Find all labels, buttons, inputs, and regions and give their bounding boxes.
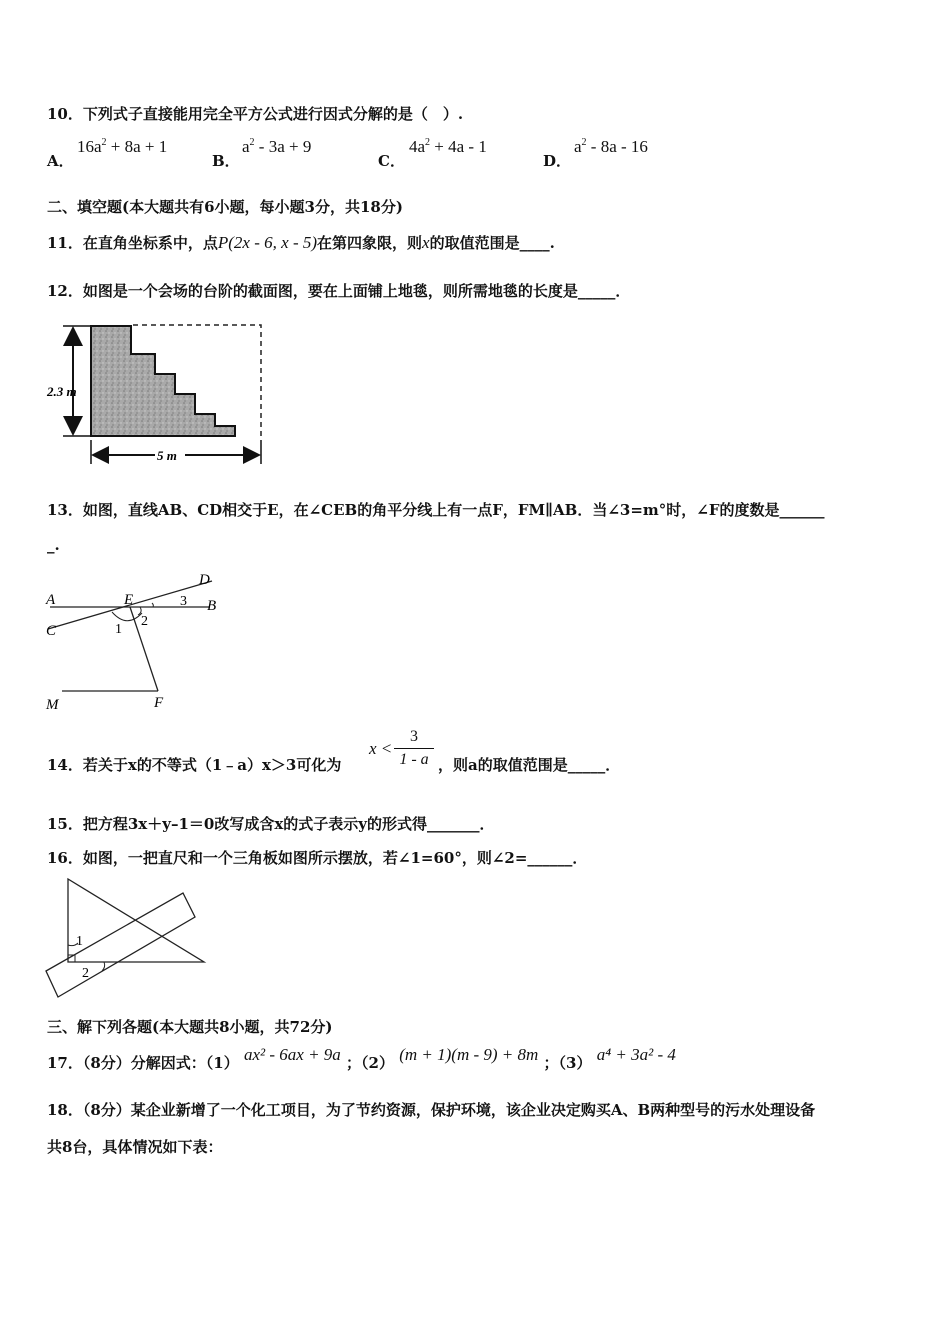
label-C: C xyxy=(46,623,57,639)
q12-width-label: 5 m xyxy=(157,448,177,463)
fraction-bar xyxy=(394,748,434,749)
q11-post: 的取值范围是____. xyxy=(429,234,555,252)
stairs-shape xyxy=(91,326,235,436)
q17-expr-1: ax² - 6ax + 9a xyxy=(243,1045,341,1064)
q14-lhs: x < xyxy=(369,739,393,758)
section-3-heading: 三、解下列各题(本大题共8小题，共72分) xyxy=(47,1018,333,1036)
q10-option-a-expr: $16a^2 + 8a + 1$ xyxy=(77,137,168,156)
q17-pre: 17．（8分）分解因式：（1） xyxy=(47,1054,239,1072)
angle-2-label: 2 xyxy=(141,614,148,629)
label-E: E xyxy=(124,592,134,608)
q10-option-b-expr: $a^2 - 3a + 9$ xyxy=(242,137,312,156)
label-F: F xyxy=(154,695,164,711)
q10-option-d-label: D． xyxy=(543,152,572,170)
q17-sep-3: ；（3） xyxy=(543,1054,592,1072)
q14-denominator: 1 - a xyxy=(399,751,429,768)
angle-1-label: 1 xyxy=(115,622,122,637)
q13-figure xyxy=(42,567,242,717)
q11-text xyxy=(47,232,555,253)
q17-sep-2: ；（2） xyxy=(346,1054,394,1072)
q18-line-2: 共8台，具体情况如下表： xyxy=(47,1138,223,1156)
q10-option-d-expr: $a^2 - 8a - 16$ xyxy=(574,137,648,156)
q17-expr-2: (m + 1)(m - 9) + 8m xyxy=(399,1045,539,1064)
q14-post: ，则a的取值范围是_____． xyxy=(438,756,621,774)
q14-pre: 14．若关于x的不等式（1﹣a）x＞3可化为 xyxy=(47,756,342,774)
q10-option-b-label: B． xyxy=(212,152,240,170)
q14-numerator: 3 xyxy=(410,728,418,745)
label-M: M xyxy=(46,697,59,713)
label-D: D xyxy=(199,572,210,588)
angle-1-label: 1 xyxy=(76,934,83,949)
q14-fraction xyxy=(394,728,434,769)
q10-option-c-expr: $4a^2 + 4a - 1$ xyxy=(409,137,487,156)
q11-mid: 在第四象限，则 xyxy=(317,234,423,252)
q11-var: x xyxy=(422,233,430,252)
q12-staircase-figure xyxy=(45,318,275,468)
q11-pre: 11．在直角坐标系中，点 xyxy=(47,234,218,252)
q17-expr-3: a⁴ + 3a² - 4 xyxy=(596,1045,676,1064)
q10-stem: 10．下列式子直接能用完全平方公式进行因式分解的是（ ）. xyxy=(47,105,464,123)
q10-option-a-label: A． xyxy=(47,152,74,170)
q11-point: P(2x - 6, x - 5) xyxy=(217,233,318,252)
q12-height-label: 2.3 m xyxy=(47,384,77,399)
q17-text xyxy=(47,1045,676,1073)
label-B: B xyxy=(207,598,217,614)
q18-line-1: 18．（8分）某企业新增了一个化工项目，为了节约资源，保护环境，该企业决定购买A、B两种型号的污水处理设备 xyxy=(47,1101,816,1119)
q16-figure xyxy=(40,873,215,1005)
q13-text-continued: _. xyxy=(47,536,60,554)
q13-text: 13．如图，直线AB、CD相交于E，在∠CEB的角平分线上有一点F，FM∥AB．当∠3=m°时，∠F的度数是______ xyxy=(47,501,825,519)
label-A: A xyxy=(46,592,56,608)
section-2-heading: 二、填空题(本大题共有6小题，每小题3分，共18分) xyxy=(47,198,403,216)
angle-3-label: 3 xyxy=(180,594,187,609)
q15-text: 15．把方程3x＋y–1＝0改写成含x的式子表示y的形式得_______． xyxy=(47,815,495,833)
q12-text: 12．如图是一个会场的台阶的截面图，要在上面铺上地毯，则所需地毯的长度是_____． xyxy=(47,282,631,300)
angle-2-label: 2 xyxy=(82,966,89,981)
q10-option-c-label: C． xyxy=(378,152,405,170)
q16-text: 16．如图，一把直尺和一个三角板如图所示摆放，若∠1=60°，则∠2=______． xyxy=(47,849,588,867)
